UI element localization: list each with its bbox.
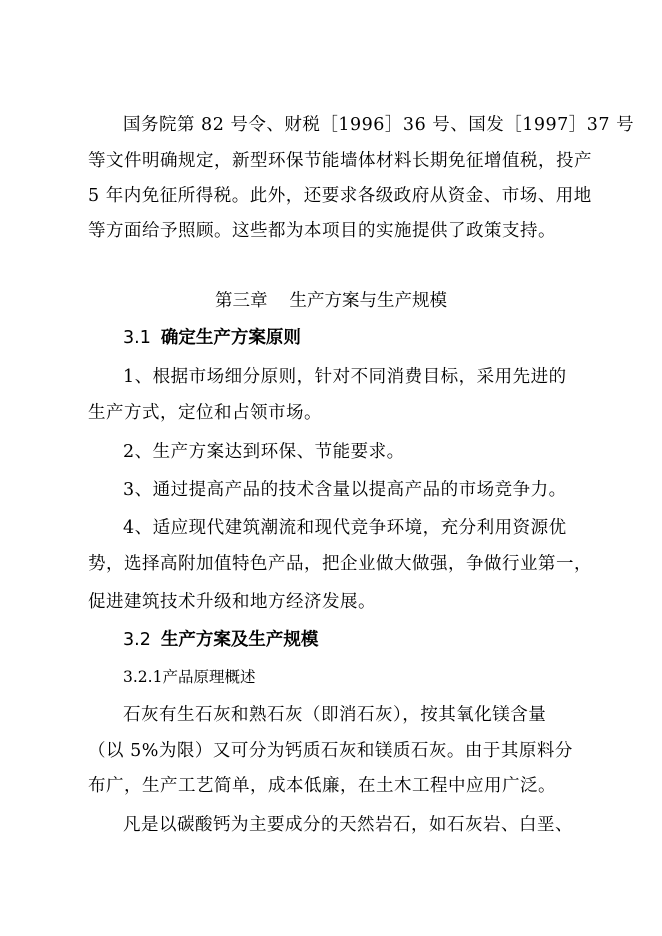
carbonate-paragraph-line-1: 凡是以碳酸钙为主要成分的天然岩石，如石灰岩、白垩、 — [123, 815, 573, 835]
lime-paragraph-line-2: （以 5%为限）又可分为钙质石灰和镁质石灰。由于其原料分 — [88, 741, 573, 761]
principle-1-line-2: 生产方式，定位和占领市场。 — [88, 403, 322, 423]
chapter-heading — [0, 289, 662, 313]
subsection-3-2-1-title: 产品原理概述 — [162, 668, 256, 686]
policy-paragraph-line-3: 5 年内免征所得税。此外，还要求各级政府从资金、市场、用地 — [88, 186, 592, 206]
principle-4-line-1: 4、适应现代建筑潮流和现代竞争环境，充分利用资源优 — [123, 518, 567, 538]
principle-4-line-3: 促进建筑技术升级和地方经济发展。 — [88, 592, 376, 612]
principle-1-line-1: 1、根据市场细分原则，针对不同消费目标，采用先进的 — [123, 367, 567, 387]
chapter-number: 第三章 — [215, 291, 268, 311]
lime-paragraph-line-1: 石灰有生石灰和熟石灰（即消石灰），按其氧化镁含量 — [123, 705, 547, 725]
section-3-2-title: 生产方案及生产规模 — [160, 630, 319, 650]
section-3-2-number: 3.2 — [123, 630, 151, 650]
principle-3: 3、通过提高产品的技术含量以提高产品的市场竞争力。 — [123, 480, 567, 500]
section-3-1-title: 确定生产方案原则 — [160, 328, 301, 348]
principle-2: 2、生产方案达到环保、节能要求。 — [123, 442, 405, 462]
lime-paragraph-line-3: 布广，生产工艺简单，成本低廉，在土木工程中应用广泛。 — [88, 776, 556, 796]
section-3-1-heading — [123, 326, 301, 350]
policy-paragraph-line-1: 国务院第 82 号令、财税［1996］36 号、国发［1997］37 号 — [123, 115, 635, 135]
section-3-2-heading — [123, 628, 318, 652]
principle-4-line-2: 势，选择高附加值特色产品，把企业做大做强，争做行业第一， — [88, 554, 592, 574]
chapter-title: 生产方案与生产规模 — [289, 291, 447, 311]
subsection-3-2-1-number: 3.2.1 — [123, 668, 163, 686]
policy-paragraph-line-4: 等方面给予照顾。这些都为本项目的实施提供了政策支持。 — [88, 221, 556, 241]
subsection-3-2-1-heading — [123, 665, 255, 689]
section-3-1-number: 3.1 — [123, 328, 151, 348]
policy-paragraph-line-2: 等文件明确规定，新型环保节能墙体材料长期免征增值税，投产 — [88, 151, 592, 171]
